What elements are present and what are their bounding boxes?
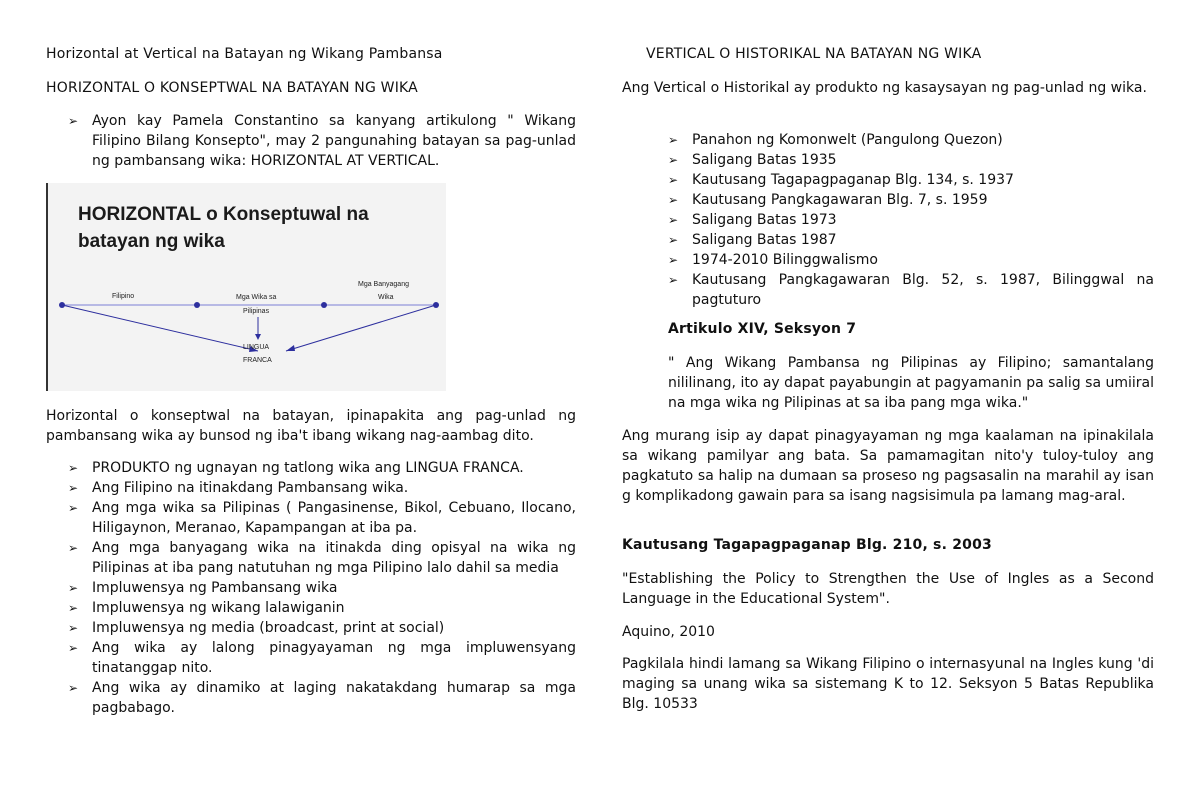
- horizontal-bullet-list: [68, 458, 576, 718]
- arrow-bullet-icon: ➢: [68, 501, 79, 515]
- arrow-bullet-icon: ➢: [668, 273, 679, 287]
- list-item: ➢ PRODUKTO ng ugnayan ng tatlong wika ang LINGUA FRANCA.: [68, 460, 524, 476]
- diagram-label-pilipinas: Pilipinas: [243, 308, 270, 315]
- vertical-bullet-list: [668, 130, 1154, 310]
- arrow-bullet-icon: ➢: [68, 541, 79, 555]
- diagram-label-wika: Wika: [378, 294, 394, 301]
- arrow-bullet-icon: ➢: [668, 173, 679, 187]
- document-title: Horizontal at Vertical na Batayan ng Wikang Pambansa: [46, 46, 443, 62]
- list-item: ➢ Saligang Batas 1935: [668, 152, 837, 168]
- list-item: ➢ Ang mga wika sa Pilipinas ( Pangasinense, Bikol, Cebuano, Ilocano, Hiligaynon, Meranao, Kapampangan at iba pa.: [68, 500, 576, 536]
- arrow-bullet-icon: ➢: [68, 621, 79, 635]
- arrow-bullet-icon: ➢: [668, 233, 679, 247]
- list-item: ➢ Kautusang Pangkagawaran Blg. 52, s. 1987, Bilinggwal na pagtuturo: [668, 272, 1154, 308]
- horizontal-section-heading: HORIZONTAL O KONSEPTWAL NA BATAYAN NG WIKA: [46, 80, 418, 96]
- arrow-bullet-icon: ➢: [68, 461, 79, 475]
- list-item: ➢ Saligang Batas 1987: [668, 232, 837, 248]
- list-item: ➢ Ang Filipino na itinakdang Pambansang wika.: [68, 480, 409, 496]
- arrow-bullet-icon: ➢: [68, 601, 79, 615]
- arrow-bullet-icon: ➢: [68, 581, 79, 595]
- artikulo-heading: Artikulo XIV, Seksyon 7: [668, 321, 857, 337]
- arrow-bullet-icon: ➢: [668, 153, 679, 167]
- diagram-arrowhead: [286, 345, 295, 351]
- list-item: ➢ Ang wika ay lalong pinagyayaman ng mga impluwensyang tinatanggap nito.: [68, 640, 576, 676]
- kautusan-heading: Kautusang Tagapagpaganap Blg. 210, s. 2003: [622, 537, 992, 553]
- list-item: ➢ Ang mga banyagang wika na itinakda ding opisyal na wika ng Pilipinas at iba pang natutuhan ng mga Pilipino lalo dahil sa media: [68, 540, 576, 576]
- diagram-label-franca: FRANCA: [243, 357, 272, 364]
- diagram-node: [194, 302, 200, 308]
- list-item: ➢ Saligang Batas 1973: [668, 212, 837, 228]
- list-item: ➢ Impluwensya ng media (broadcast, print at social): [68, 620, 445, 636]
- diagram-arrow-right: [286, 305, 436, 351]
- final-paragraph: Pagkilala hindi lamang sa Wikang Filipino o internasyunal na Ingles kung 'di maging sa unang wika sa sistemang K to 12. Seksyon 5 Batas Republika Blg. 10533: [622, 656, 1154, 712]
- artikulo-quote: " Ang Wikang Pambansa ng Pilipinas ay Filipino; samantalang nililinang, ito ay dapat payabungin at pagyamanin pa salig sa umiiral na mga wika ng Pilipinas at sa iba pang mga wika.": [668, 355, 1154, 411]
- list-item: ➢ Ayon kay Pamela Constantino sa kanyang artikulong " Wikang Filipino Bilang Konsepto", may 2 pangunahing batayan sa pag-unlad ng pambansang wika: HORIZONTAL AT VERTICAL.: [68, 113, 576, 169]
- intro-bullet-list: [68, 111, 576, 171]
- arrow-bullet-icon: ➢: [68, 681, 79, 695]
- diagram-arrowhead: [255, 334, 261, 340]
- list-item: ➢ Kautusang Tagapagpaganap Blg. 134, s. 1937: [668, 172, 1014, 188]
- arrow-bullet-icon: ➢: [668, 253, 679, 267]
- list-item: ➢ Panahon ng Komonwelt (Pangulong Quezon): [668, 132, 1003, 148]
- list-item: ➢ Impluwensya ng Pambansang wika: [68, 580, 338, 596]
- arrow-bullet-icon: ➢: [68, 114, 79, 128]
- diagram-title: HORIZONTAL o Konseptuwal na batayan ng wika: [78, 204, 369, 252]
- horizontal-paragraph: Horizontal o konseptwal na batayan, ipinapakita ang pag-unlad ng pambansang wika ay bunsod ng iba't ibang wikang nag-aambag dito.: [46, 408, 576, 444]
- vertical-intro: Ang Vertical o Historikal ay produkto ng kasaysayan ng pag-unlad ng wika.: [622, 80, 1147, 96]
- arrow-bullet-icon: ➢: [668, 213, 679, 227]
- diagram-label-filipino: Filipino: [112, 293, 135, 300]
- arrow-bullet-icon: ➢: [68, 481, 79, 495]
- horizontal-diagram: [46, 183, 446, 391]
- vertical-section-heading: VERTICAL O HISTORIKAL NA BATAYAN NG WIKA: [646, 46, 982, 62]
- list-item: ➢ Impluwensya ng wikang lalawiganin: [68, 600, 345, 616]
- murang-isip-paragraph: Ang murang isip ay dapat pinagyayaman ng mga kaalaman na ipinakilala sa wikang pamilyar ang bata. Sa pamamagitan nito'y tuloy-tuloy ang pagkatuto sa halip na dumaan sa proseso ng pagsasalin na marahil ay isan g komplikadong gawain para sa isang nagsisimula pa lamang mag-aral.: [622, 428, 1154, 504]
- arrow-bullet-icon: ➢: [68, 641, 79, 655]
- diagram-arrow-left: [62, 305, 258, 351]
- list-item: ➢ Ang wika ay dinamiko at laging nakatakdang humarap sa mga pagbabago.: [68, 680, 576, 716]
- list-item: ➢ 1974-2010 Bilinggwalismo: [668, 252, 878, 268]
- diagram-label-mga-wika: Mga Wika sa: [236, 294, 277, 301]
- arrow-bullet-icon: ➢: [668, 133, 679, 147]
- kautusan-quote: "Establishing the Policy to Strengthen the Use of Ingles as a Second Language in the Educational System".: [622, 571, 1154, 607]
- diagram-label-lingua: LINGUA: [243, 344, 270, 351]
- list-item: ➢ Kautusang Pangkagawaran Blg. 7, s. 1959: [668, 192, 988, 208]
- diagram-node: [321, 302, 327, 308]
- diagram-label-mga-banyagang: Mga Banyagang: [358, 281, 409, 288]
- aquino-line: Aquino, 2010: [622, 624, 715, 640]
- arrow-bullet-icon: ➢: [668, 193, 679, 207]
